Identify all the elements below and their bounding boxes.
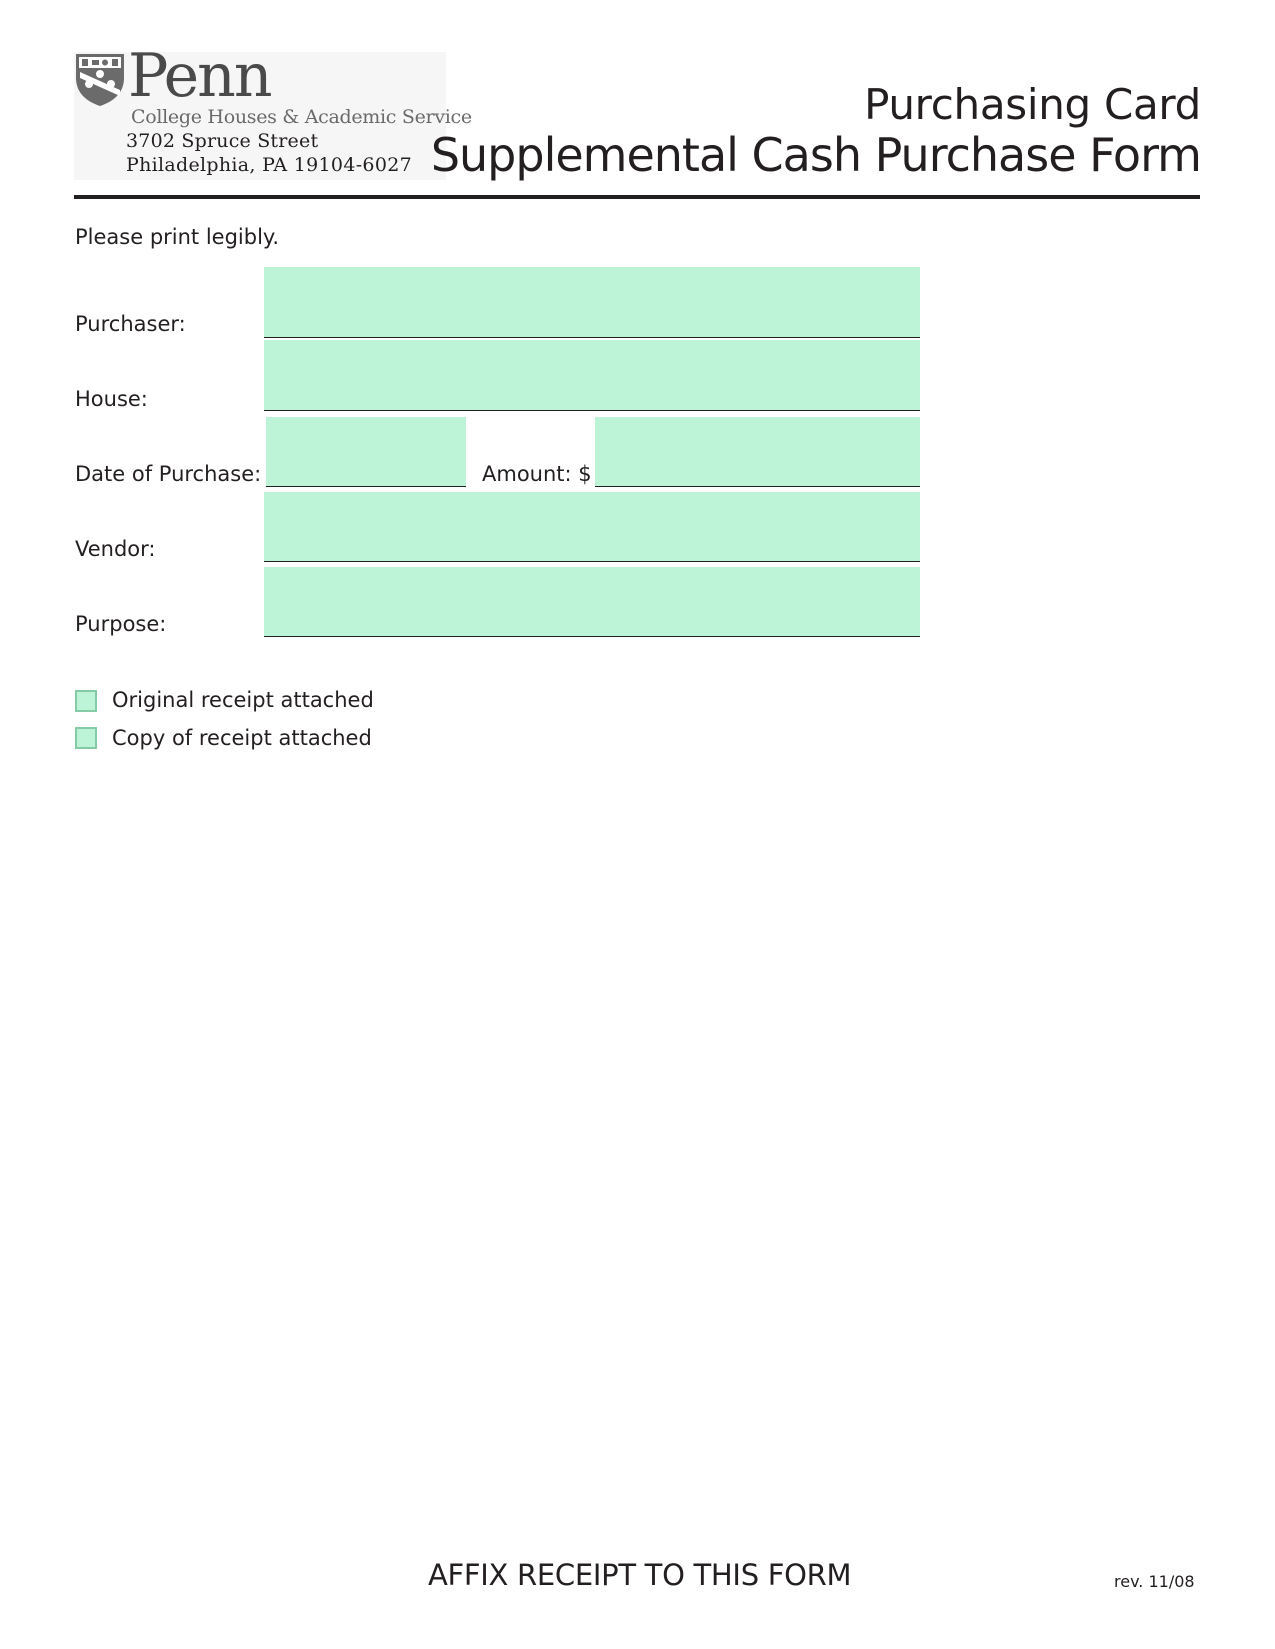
copy-receipt-label: Copy of receipt attached [112, 726, 372, 750]
amount-label: Amount: $ [482, 462, 592, 486]
penn-shield-icon [74, 52, 126, 108]
purpose-label: Purpose: [75, 612, 167, 636]
date-of-purchase-field[interactable] [266, 417, 466, 487]
header-divider [74, 195, 1200, 199]
original-receipt-label: Original receipt attached [112, 688, 374, 712]
penn-wordmark: Penn [128, 41, 271, 111]
purchaser-field[interactable] [264, 267, 920, 338]
affix-receipt-text: AFFIX RECEIPT TO THIS FORM [428, 1558, 852, 1592]
house-field[interactable] [264, 340, 920, 411]
copy-receipt-checkbox[interactable] [75, 727, 97, 749]
address-city: Philadelphia, PA 19104-6027 [126, 154, 412, 176]
purpose-field[interactable] [264, 567, 920, 637]
revision-note: rev. 11/08 [1114, 1572, 1195, 1591]
form-title-line1: Purchasing Card [864, 80, 1201, 129]
house-label: House: [75, 387, 148, 411]
form-title-line2: Supplemental Cash Purchase Form [430, 128, 1201, 182]
vendor-field[interactable] [264, 492, 920, 562]
original-receipt-checkbox[interactable] [75, 690, 97, 712]
instructions-text: Please print legibly. [75, 225, 280, 249]
date-of-purchase-label: Date of Purchase: [75, 462, 262, 486]
address-street: 3702 Spruce Street [126, 130, 319, 152]
purchaser-label: Purchaser: [75, 312, 186, 336]
vendor-label: Vendor: [75, 537, 156, 561]
amount-field[interactable] [595, 417, 920, 487]
unit-name: College Houses & Academic Service [131, 106, 472, 128]
